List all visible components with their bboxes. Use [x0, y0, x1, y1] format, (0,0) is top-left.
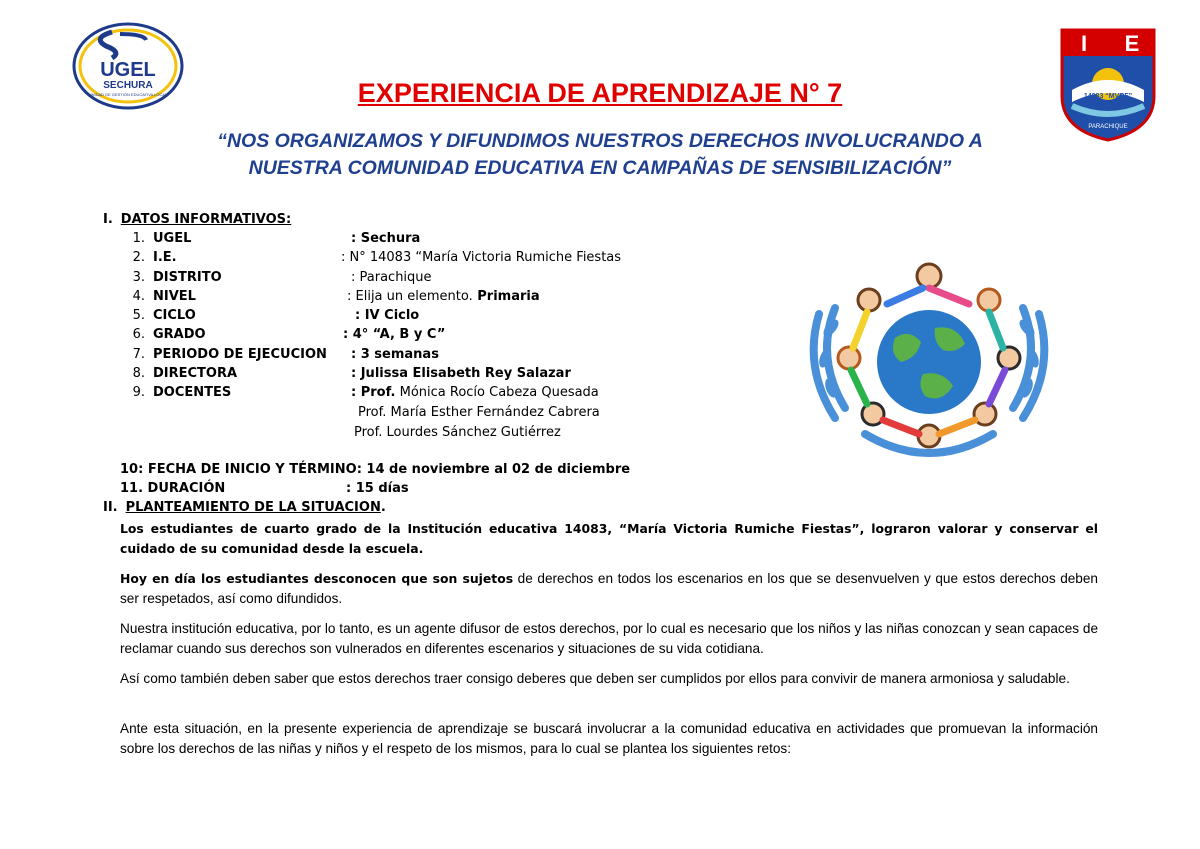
info-row-num: 6.	[132, 327, 145, 343]
section-1-title: DATOS INFORMATIVOS:	[120, 212, 292, 227]
duracion-label: 11. DURACIÓN	[120, 481, 226, 496]
section-2-numeral: II.	[103, 500, 118, 515]
info-row-value: : N° 14083 “María Victoria Rumiche Fiestas	[341, 250, 622, 266]
info-row-label: NIVEL	[153, 288, 196, 304]
paragraph-3: Nuestra institución educativa, por lo tanto, es un agente difusor de estos derechos, por lo cual es necesario que los niños y las niñas conozcan y sean capaces de reclamar cuando sus derechos son vulnerados en diferentes escenarios y situaciones de su vida cotidiana.	[120, 621, 1098, 656]
subtitle-line-1: “NOS ORGANIZAMOS Y DIFUNDIMOS NUESTROS DERECHOS INVOLUCRANDO A	[217, 130, 983, 152]
info-row-value	[347, 289, 540, 304]
info-row-periodo	[125, 347, 685, 366]
info-list	[125, 231, 685, 405]
info-row-label: DIRECTORA	[153, 366, 238, 382]
info-row-label: DISTRITO	[153, 269, 222, 285]
section-2-suffix: .	[380, 500, 386, 515]
ie-letter-i: I	[1080, 31, 1088, 56]
info-row-num: 3.	[132, 269, 145, 285]
section-2-title: PLANTEAMIENTO DE LA SITUACION	[125, 500, 381, 515]
info-row-label: PERIODO DE EJECUCION	[153, 346, 327, 362]
info-row-num: 2.	[132, 250, 145, 266]
paragraph-2	[120, 569, 1098, 608]
paragraph-5: Ante esta situación, en la presente experiencia de aprendizaje se buscará involucrar a la comunidad educativa en actividades que promuevan la información sobre los derechos de las niñas y niños y el respeto de los mismos, para lo cual se plantea los siguientes retos:	[120, 721, 1098, 756]
info-row-directora	[125, 366, 685, 385]
info-row-label: UGEL	[153, 231, 192, 246]
info-row-label: I.E.	[153, 250, 177, 266]
ie-banner-text: 14083 “MVRF”	[1083, 93, 1133, 100]
section-2-heading	[103, 500, 386, 515]
nivel-value: Primaria	[472, 288, 540, 304]
docentes-prefix: : Prof.	[351, 385, 396, 401]
info-row-value: : IV Ciclo	[355, 308, 420, 324]
docente-2: Prof. María Esther Fernández Cabrera	[358, 405, 600, 420]
info-row-distrito	[125, 270, 685, 289]
info-row-num: 9.	[132, 385, 145, 401]
paragraph-4: Así como también deben saber que estos derechos traer consigo deberes que deben ser cumplidos por ellos para convivir de manera armoniosa y saludable.	[120, 671, 1070, 686]
paragraph-2-bold: Hoy en día los estudiantes desconocen que son sujetos	[120, 571, 514, 586]
section-1-numeral: I.	[103, 212, 113, 227]
info-row-value: : 4° “A, B y C”	[343, 327, 446, 343]
info-row-ugel	[125, 231, 685, 250]
ugel-logo-tiny: UNIDAD DE GESTIÓN EDUCATIVA LOCAL	[88, 92, 168, 97]
info-row-num: 7.	[132, 346, 145, 362]
info-row-num: 4.	[132, 288, 145, 304]
page-title: EXPERIENCIA DE APRENDIZAJE N° 7	[357, 78, 843, 108]
ie-letter-e: E	[1124, 31, 1140, 56]
page-subtitle	[150, 128, 1050, 182]
paragraph-1: Los estudiantes de cuarto grado de la Institución educativa 14083, “María Victoria Rumiche Fiestas”, lograron valorar y conservar el cuidado de su comunidad desde la escuela.	[120, 521, 1098, 556]
docente-3: Prof. Lourdes Sánchez Gutiérrez	[354, 425, 561, 440]
duracion-row	[120, 481, 409, 496]
ie-place-text: PARACHIQUE	[1088, 124, 1128, 130]
info-row-nivel	[125, 289, 685, 308]
fecha-row	[120, 462, 630, 477]
info-row-value: : Parachique	[351, 269, 432, 285]
info-row-grado	[125, 327, 685, 346]
duracion-value: : 15 días	[346, 481, 409, 496]
info-row-value	[351, 385, 599, 400]
un-emblem-children-image	[805, 258, 1053, 460]
info-row-num: 8.	[132, 366, 145, 382]
info-row-value: : Sechura	[351, 231, 421, 246]
info-row-value: : Julissa Elisabeth Rey Salazar	[351, 366, 571, 382]
fecha-value: 14 de noviembre al 02 de diciembre	[366, 462, 631, 477]
nivel-placeholder[interactable]: : Elija un elemento.	[347, 288, 473, 304]
docente-1: Mónica Rocío Cabeza Quesada	[395, 385, 599, 401]
info-row-label: CICLO	[153, 308, 196, 324]
section-1-heading	[103, 212, 291, 227]
info-row-ie	[125, 250, 685, 269]
info-row-label: GRADO	[153, 327, 206, 343]
fecha-label: 10: FECHA DE INICIO Y TÉRMINO:	[120, 462, 362, 477]
info-row-num: 5.	[132, 308, 145, 324]
info-row-value: : 3 semanas	[351, 346, 439, 362]
ugel-logo-text: UGEL	[100, 59, 156, 81]
paragraph-2-rest: de derechos en todos los escenarios en los que se desenvuelven y que estos derechos deben ser respetados, así como difundidos.	[120, 571, 1098, 606]
info-row-label: DOCENTES	[153, 385, 232, 401]
subtitle-line-2: NUESTRA COMUNIDAD EDUCATIVA EN CAMPAÑAS DE SENSIBILIZACIÓN”	[248, 157, 952, 179]
info-row-ciclo	[125, 308, 685, 327]
info-row-num: 1.	[132, 231, 145, 246]
info-row-docentes	[125, 385, 685, 404]
ugel-logo-sub: SECHURA	[103, 80, 153, 91]
